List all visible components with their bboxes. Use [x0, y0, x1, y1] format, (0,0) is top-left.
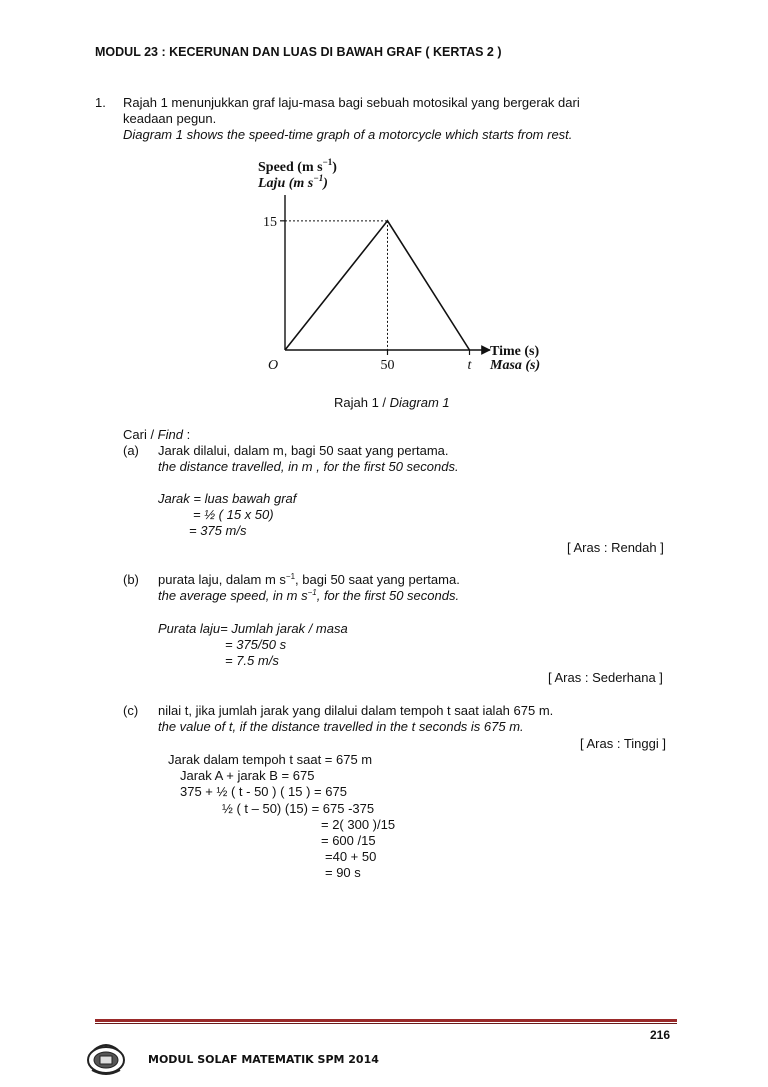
y-axis-label-en: Speed (m $s^{-1}$): [258, 157, 337, 175]
part-c-english: the value of t, if the distance travelled in the t seconds is 675 m.: [158, 719, 524, 734]
question-english: Diagram 1 shows the speed-time graph of a motorcycle which starts from rest.: [123, 127, 573, 142]
school-crest-icon: [86, 1040, 126, 1076]
question-malay-line2: keadaan pegun.: [123, 111, 217, 126]
x-tick-label-t: t: [467, 358, 472, 373]
question-malay-line1: Rajah 1 menunjukkan graf laju-masa bagi sebuah motosikal yang bergerak dari: [123, 95, 580, 110]
part-b-level: [ Aras : Sederhana ]: [548, 670, 663, 685]
part-b-working-2: = 375/50 s: [225, 637, 287, 652]
find-malay: Cari /: [123, 427, 158, 442]
part-c-working-2: Jarak A + jarak B = 675: [180, 768, 315, 783]
part-c-label: (c): [123, 703, 139, 718]
part-a-level: [ Aras : Rendah ]: [567, 540, 664, 555]
y-tick-label-15: 15: [263, 214, 277, 230]
footer-rule-thin: [95, 1023, 677, 1024]
part-c-working-1: Jarak dalam tempoh t saat = 675 m: [168, 752, 373, 767]
find-english: Find: [157, 427, 183, 442]
speed-series-line: [285, 221, 470, 350]
caption-english: Diagram 1: [389, 395, 450, 410]
origin-label: O: [268, 358, 279, 373]
find-colon: :: [182, 427, 191, 442]
part-b-label: (b): [123, 572, 139, 587]
part-c-working-4: ½ ( t – 50) (15) = 675 -375: [222, 801, 375, 816]
speed-time-graph: [250, 155, 550, 375]
part-b-english-post: , for the first 50 seconds.: [316, 588, 460, 603]
part-a-working-2: = ½ ( 15 x 50): [193, 507, 274, 522]
part-b-malay-exp: −1: [285, 572, 296, 581]
page-title: MODUL 23 : KECERUNAN DAN LUAS DI BAWAH GRAF ( KERTAS 2 ): [95, 45, 502, 59]
footer-rule: [95, 1019, 677, 1022]
part-b-malay: [158, 572, 460, 588]
caption-malay: Rajah 1 /: [334, 395, 390, 410]
part-b-working-1: Purata laju= Jumlah jarak / masa: [158, 621, 348, 636]
part-c-working-7: =40 + 50: [325, 849, 377, 864]
x-axis-label-ms: Masa (s): [490, 358, 541, 373]
find-heading: [123, 427, 190, 443]
part-c-working-8: = 90 s: [325, 865, 361, 880]
part-b-english-pre: the average speed, in m s: [158, 588, 308, 603]
part-b-english: [158, 588, 459, 604]
part-b-malay-post: , bagi 50 saat yang pertama.: [295, 572, 460, 587]
part-a-malay: Jarak dilalui, dalam m, bagi 50 saat yang pertama.: [158, 443, 449, 458]
part-c-level: [ Aras : Tinggi ]: [580, 736, 666, 751]
part-a-working-1: Jarak = luas bawah graf: [158, 491, 297, 506]
part-a-english: the distance travelled, in m , for the first 50 seconds.: [158, 459, 459, 474]
part-b-english-exp: −1: [307, 588, 317, 597]
x-tick-label-50: 50: [380, 358, 395, 373]
part-a-working-3: = 375 m/s: [189, 523, 247, 538]
part-b-working-3: = 7.5 m/s: [225, 653, 279, 668]
diagram-caption: [334, 395, 450, 411]
part-a-label: (a): [123, 443, 139, 458]
part-c-working-5: = 2( 300 )/15: [321, 817, 396, 832]
part-b-malay-pre: purata laju, dalam m s: [158, 572, 286, 587]
question-number: 1.: [95, 95, 106, 110]
y-axis-label-ms: Laju (m $s^{-1}$): [258, 173, 328, 191]
part-c-working-6: = 600 /15: [321, 833, 376, 848]
part-c-working-3: 375 + ½ ( t - 50 ) ( 15 ) = 675: [180, 784, 347, 799]
footer-text: MODUL SOLAF MATEMATIK SPM 2014: [148, 1053, 379, 1066]
page-number: 216: [650, 1028, 671, 1042]
part-c-malay: nilai t, jika jumlah jarak yang dilalui dalam tempoh t saat ialah 675 m.: [158, 703, 554, 718]
x-axis-label-en: Time (s): [490, 344, 540, 359]
